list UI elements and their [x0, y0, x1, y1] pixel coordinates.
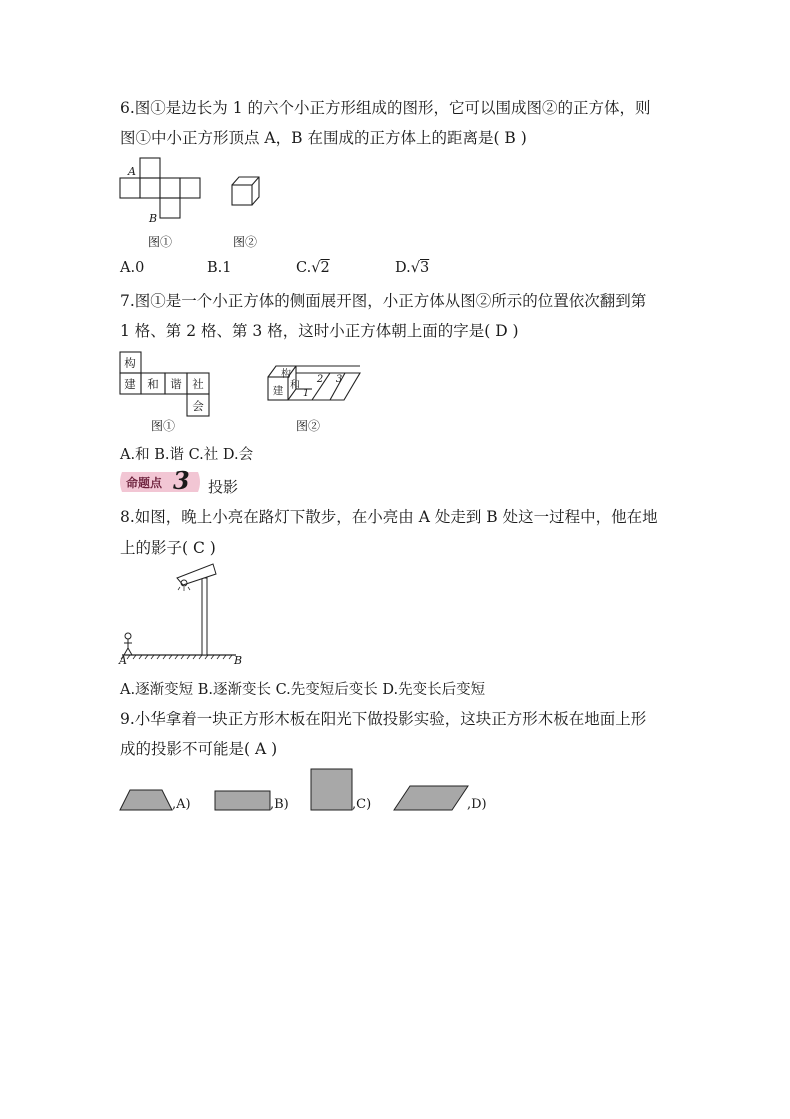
- q9-option-b: ,B): [270, 797, 289, 812]
- q6-vertex-b: B: [149, 212, 158, 225]
- q7-cell-1: 1: [302, 388, 310, 399]
- q6-vertex-a: A: [128, 165, 136, 178]
- q9-option-c: ,C): [352, 797, 372, 812]
- q7-options: A.和 B.谐 C.社 D.会: [120, 447, 254, 463]
- q8-options: A.逐渐变短 B.逐渐变长 C.先变短后变长 D.先变长后变短: [120, 682, 486, 698]
- section-title: 投影: [208, 478, 239, 496]
- section-badge-label: 命题点: [126, 476, 163, 490]
- q6-option-d: D.√3: [395, 260, 430, 276]
- q7-cube-top-char: 构: [281, 369, 291, 380]
- q7-cube-front-char: 建: [272, 385, 284, 397]
- q6-option-c: C.√2: [296, 260, 330, 276]
- q7-cell-3: 3: [335, 374, 343, 385]
- q7-net-char: 谐: [170, 377, 182, 391]
- q6-fig1-caption: 图①: [148, 235, 173, 249]
- q7-net-char: 构: [124, 356, 136, 370]
- q6-line2: 图①中小正方形顶点 A，B 在围成的正方体上的距离是( B ): [120, 129, 527, 147]
- section-badge-number: 3: [173, 466, 190, 495]
- q7-cube-side-char: 和: [290, 380, 300, 391]
- q7-cell-2: 2: [316, 374, 324, 385]
- q6-option-b: B.1: [207, 260, 232, 276]
- q7-net-char: 建: [124, 377, 136, 391]
- q7-net-char: 会: [192, 399, 204, 413]
- q9-line2: 成的投影不可能是( A ): [120, 740, 278, 758]
- q8-line1: 8.如图，晚上小亮在路灯下散步，在小亮由 A 处走到 B 处这一过程中，他在地: [120, 508, 658, 526]
- sqrt-icon: √: [410, 260, 420, 276]
- q9-option-a: ,A): [172, 797, 191, 812]
- q9-option-d: ,D): [467, 797, 487, 812]
- q7-net-char: 社: [192, 377, 204, 391]
- q8-point-b: B: [234, 654, 243, 667]
- q8-point-a: A: [119, 654, 127, 667]
- q8-line2: 上的影子( C ): [120, 539, 216, 557]
- q6-fig2-caption: 图②: [233, 235, 258, 249]
- sqrt-icon: √: [311, 260, 321, 276]
- q6-option-a: A.0: [120, 260, 145, 276]
- q9-line1: 9.小华拿着一块正方形木板在阳光下做投影实验，这块正方形木板在地面上形: [120, 710, 647, 728]
- q7-fig2-caption: 图②: [296, 419, 321, 433]
- q6-line1: 6.图①是边长为 1 的六个小正方形组成的图形，它可以围成图②的正方体，则: [120, 99, 651, 117]
- q7-line2: 1 格、第 2 格、第 3 格，这时小正方体朝上面的字是( D ): [120, 322, 519, 340]
- q7-fig1-caption: 图①: [151, 419, 176, 433]
- q7-line1: 7.图①是一个小正方体的侧面展开图，小正方体从图②所示的位置依次翻到第: [120, 292, 647, 310]
- q7-net-char: 和: [147, 377, 159, 391]
